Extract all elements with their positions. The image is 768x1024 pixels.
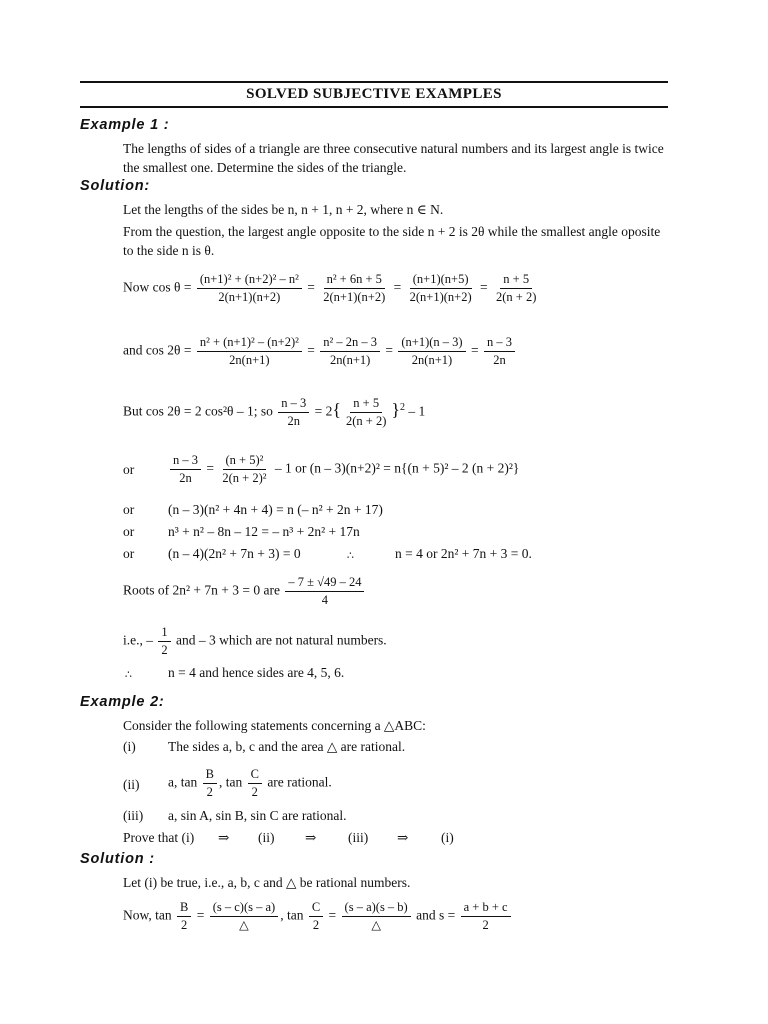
- prove-label: Prove that (i): [123, 830, 195, 845]
- fraction: $\frac{\text{n² – 2n – 3}}{2n(n+1)}$: [320, 335, 380, 368]
- or-equation-4-result: n = 4 or 2n² + 7n + 3 = 0.: [395, 546, 532, 561]
- fraction: $\frac{C}{2}$: [248, 767, 262, 800]
- example1-solution-heading: Solution:: [80, 178, 151, 194]
- conclusion: n = 4 and hence sides are 4, 5, 6.: [168, 665, 345, 680]
- cos2-label: and cos 2θ =: [123, 342, 192, 358]
- tan-equation: Now, tan $\frac{B}{2}$ = $\frac{(s - c)(s - a)}{\triangle}$ , tan $\frac{C}{2}$ = $\frac{(s - a)(s - b)}{\triangle}$ and s = $\frac{a + b + c}{2}$: [123, 900, 513, 933]
- fraction: $\frac{n - 3}{2n}$: [484, 335, 515, 368]
- fraction: $\frac{n + 5}{2(n + 2)}$: [346, 396, 387, 428]
- therefore-symbol: ∴: [347, 549, 354, 562]
- or-equation-1: $\frac{n - 3}{2n}$ = $\frac{\text{(n + 5)²}}{\text{2(n + 2)²}}$ – 1 or (n – 3)(n+2)² = n{(n + 5)² – 2 (n + 2)²}: [168, 453, 519, 486]
- minus-one: – 1: [408, 403, 426, 419]
- or-label-1: or: [123, 462, 135, 477]
- or-label-2: or: [123, 502, 135, 517]
- or-equation-1-rest: – 1 or (n – 3)(n+2)² = n{(n + 5)² – 2 (n + 2)²}: [274, 460, 520, 476]
- fraction: $\frac{(s - a)(s - b)}{\triangle}$: [342, 900, 411, 933]
- ie-line: [123, 625, 387, 658]
- example2-sol-line1: Let (i) be true, i.e., a, b, c and △ be rational numbers.: [123, 875, 411, 890]
- or-label-3: or: [123, 524, 135, 539]
- statement-iii-label: (iii): [123, 808, 144, 823]
- statement-ii-text: a, tan $\frac{B}{2}$ , tan $\frac{C}{2}$ are rational.: [168, 767, 332, 799]
- but-label: But cos 2θ = 2 cos²θ – 1; so: [123, 403, 273, 419]
- or-equation-3: n³ + n² – 8n – 12 = – n³ + 2n² + 17n: [168, 524, 360, 539]
- but-cos-equation: But cos 2θ = 2 cos²θ – 1; so $\frac{n - 3}{2n}$ = 2{ $\frac{n + 5}{2(n + 2)}$ }$^2$ – 1: [123, 396, 426, 428]
- statement-i-label: (i): [123, 739, 136, 754]
- or-label-4: or: [123, 546, 135, 561]
- statement-i-text: The sides a, b, c and the area △ are rational.: [168, 739, 406, 754]
- coefficient: = 2: [314, 403, 333, 419]
- implies-arrow-2: ⇒: [305, 830, 317, 845]
- prove-i: (i): [441, 830, 454, 845]
- fraction: $\frac{n - 3}{2n}$: [278, 396, 309, 429]
- fraction: $\frac{a + b + c}{2}$: [461, 900, 511, 933]
- fraction: $\frac{n - 3}{2n}$: [170, 453, 201, 486]
- fraction: $\frac{C}{2}$: [309, 900, 323, 933]
- fraction: $\frac{B}{2}$: [203, 767, 217, 800]
- fraction: $\frac{\text{n² + (n+1)² – (n+2)²}}{2n(n+1)}$: [197, 335, 302, 368]
- example2-solution-heading: Solution :: [80, 851, 155, 867]
- example1-line1: Let the lengths of the sides be n, n + 1, n + 2, where n ∈ N.: [123, 202, 444, 217]
- statement-ii-label: (ii): [123, 777, 140, 792]
- cos-label: Now cos θ =: [123, 279, 192, 295]
- fraction: $\frac{(n+1)(n - 3)}{2n(n+1)}$: [398, 335, 465, 368]
- fraction: $\frac{\text{(n+1)² + (n+2)² – n²}}{2(n+1)(n+2)}$: [197, 272, 302, 305]
- fraction: $\frac{B}{2}$: [177, 900, 191, 933]
- cos-theta-equation: Now cos θ = $\frac{\text{(n+1)² + (n+2)² – n²}}{2(n+1)(n+2)}$ = $\frac{\text{n² + 6n + 5}}{2(n+1)(n+2)}$ = $\frac{(n+1)(n+5)}{2(n+1)(n+2)}$ = $\frac{n + 5}{2(n + 2)}$: [123, 272, 541, 305]
- example1-line2: From the question, the largest angle opposite to the side n + 2 is 2θ while the smallest angle oposite to the side n is θ.: [123, 224, 661, 258]
- example1-problem: The lengths of sides of a triangle are three consecutive natural numbers and its largest angle is twice the smallest one. Determine the sides of the triangle.: [123, 141, 664, 175]
- fraction: $\frac{(s - c)(s - a)}{\triangle}$: [210, 900, 278, 933]
- fraction: $\frac{n + 5}{2(n + 2)}$: [496, 272, 537, 304]
- fraction: $\frac{- 7 \pm √49 - 24}{4}$: [285, 575, 364, 608]
- cos-2theta-equation: and cos 2θ = $\frac{\text{n² + (n+1)² – (n+2)²}}{2n(n+1)}$ = $\frac{\text{n² – 2n – 3}}{2n(n+1)}$ = $\frac{(n+1)(n - 3)}{2n(n+1)}$ = $\frac{n - 3}{2n}$: [123, 335, 517, 368]
- example2-heading: Example 2:: [80, 694, 165, 710]
- fraction: $\frac{(n+1)(n+5)}{2(n+1)(n+2)}$: [409, 272, 472, 304]
- ie-rest: and – 3 which are not natural numbers.: [176, 632, 387, 648]
- or-equation-2: (n – 3)(n² + 4n + 4) = n (– n² + 2n + 17): [168, 502, 383, 517]
- implies-arrow-1: ⇒: [218, 830, 230, 845]
- fraction: $\frac{1}{2}$: [158, 625, 170, 658]
- roots-label: Roots of 2n² + 7n + 3 = 0 are: [123, 582, 280, 598]
- section-title: SOLVED SUBJECTIVE EXAMPLES: [246, 86, 502, 102]
- fraction: $\frac{\text{n² + 6n + 5}}{2(n+1)(n+2)}$: [323, 272, 386, 304]
- implies-arrow-3: ⇒: [397, 830, 409, 845]
- example1-heading: Example 1 :: [80, 117, 170, 133]
- roots-equation: [123, 575, 366, 608]
- therefore-symbol-2: ∴: [125, 668, 132, 681]
- top-rule: [80, 81, 668, 83]
- or-equation-4: (n – 4)(2n² + 7n + 3) = 0: [168, 546, 301, 561]
- ie-prefix: i.e., –: [123, 632, 153, 648]
- example2-intro: Consider the following statements concerning a △ABC:: [123, 718, 426, 733]
- prove-ii: (ii): [258, 830, 275, 845]
- statement-iii-text: a, sin A, sin B, sin C are rational.: [168, 808, 347, 823]
- prove-iii: (iii): [348, 830, 369, 845]
- title-underline: [80, 106, 668, 108]
- fraction: $\frac{\text{(n + 5)²}}{\text{2(n + 2)²}}$: [222, 453, 267, 485]
